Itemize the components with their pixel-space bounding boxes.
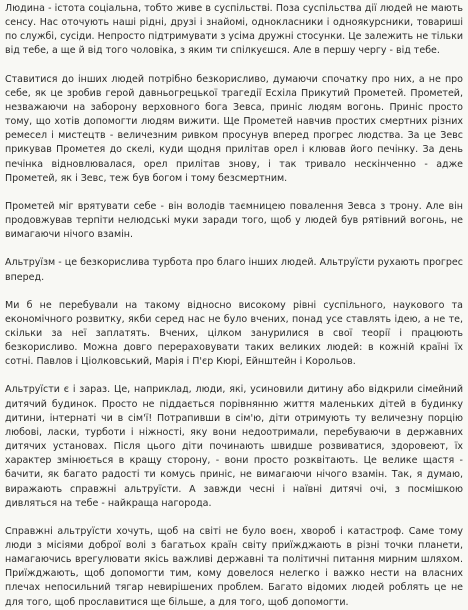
- paragraph-gap: [5, 285, 463, 299]
- paragraph-scientists: Ми б не перебували на такому відносно високому рівні суспільного, наукового та економічного розвитку, якби серед нас не було вчених, понад усе ставлять ідею, а не те, скільки за неї заплатять. Вчених, цілком занурилися в свої теорії і працюють безкорисливо. Можна довго перераховувати таких великих людей: в кожній країні їх сотні. Павлов і Ціолковський, Марія і П'єр Кюрі, Ейнштейн і Корольов.: [5, 299, 463, 368]
- paragraph-prometheus: Ставитися до інших людей потрібно безкорисливо, думаючи спочатку про них, а не про себе, як це зробив герой давньогрецької трагедії Есхіла Прикутий Прометей. Прометей, незважаючи на заборону верховного бога Зевса, приніс людям вогонь. Приніс просто тому, що хотів допомогти людям вижити. Ще Прометей навчив простих смертних різних ремесел і мистецтв - величезним ривком просунув вперед прогрес людства. За це Зевс прикував Прометея до скелі, куди щодня прилітав орел і клював його печінку. За день печінка відновлювалася, орел прилітав знову, і так тривало нескінченно - адже Прометей, як і Зевс, теж був богом і тому безсмертним.: [5, 73, 463, 184]
- paragraph-gap: [5, 242, 463, 256]
- paragraph-altruism-definition: Альтруїзм - це безкорислива турбота про благо інших людей. Альтруїсти рухають прогрес вперед.: [5, 257, 463, 283]
- paragraph-prometheus-sacrifice: Прометей міг врятувати себе - він володів таємницею повалення Зевса з трону. Але він продовжував терпіти нелюдські муки заради того, щоб у людей був рятівний вогонь, не вимагаючи нічого взамін.: [5, 200, 463, 241]
- paragraph-intro: Людина - істота соціальна, тобто живе в суспільстві. Поза суспільства дії людей не мають сенсу. Нас оточують наші рідні, друзі і знайомі, однокласники і одноякурсники, товариші по службі, сусіди. Непросто підтримувати з усіма дружні стосунки. Це залежить не тільки від тебе, а ще й від того чоловіка, з яким ти спілкуєшся. Але в першу чергу - від тебе.: [5, 3, 463, 57]
- paragraph-gap: [5, 369, 463, 383]
- paragraph-gap: [5, 186, 463, 200]
- paragraph-gap: [5, 59, 463, 73]
- paragraph-gap: [5, 511, 463, 525]
- paragraph-adoption: Альтруїсти є і зараз. Це, наприклад, люди, які, усиновили дитину або відкрили сімейний дитячий будинок. Просто не піддається порівнянню життя маленьких дітей в будинку дитини, інтернаті чи в сім'ї! Потрапивши в сім'ю, діти отримують ту величезну порцію любові, ласки, турботи і ніжності, яку вони недоотримали, перебуваючи в державних дитячих установах. Після цього діти починають швидше розвиватися, здоровеют, їх характер змінюється в кращу сторону, - вони просто розквітають. Це велике щастя - бачити, як багато радості ти комусь приніс, не вимагаючи нічого взамін. Так, я думаю, виражають справжні альтруїсти. А завжди чесні і наївні дитячі очі, з посмішкою дивляться на тебе - найкраща нагорода.: [5, 384, 463, 509]
- paragraph-peace-missions: Справжні альтруїсти хочуть, щоб на світі не було воєн, хвороб і катастроф. Саме тому люди з місіями доброї волі з багатьох країн світу приїжджають в різні точки планети, намагаючись врегулювати якісь важливі державні та політичні питання мирним шляхом. Приїжджають, щоб допомогти тим, кому довелося нелегко і важко нести на власних плечах непосильний тягар невирішених проблем. Багато відомих людей роблять це не для того, щоб прославитися ще більше, а для того, щоб допомогти.: [5, 525, 463, 608]
